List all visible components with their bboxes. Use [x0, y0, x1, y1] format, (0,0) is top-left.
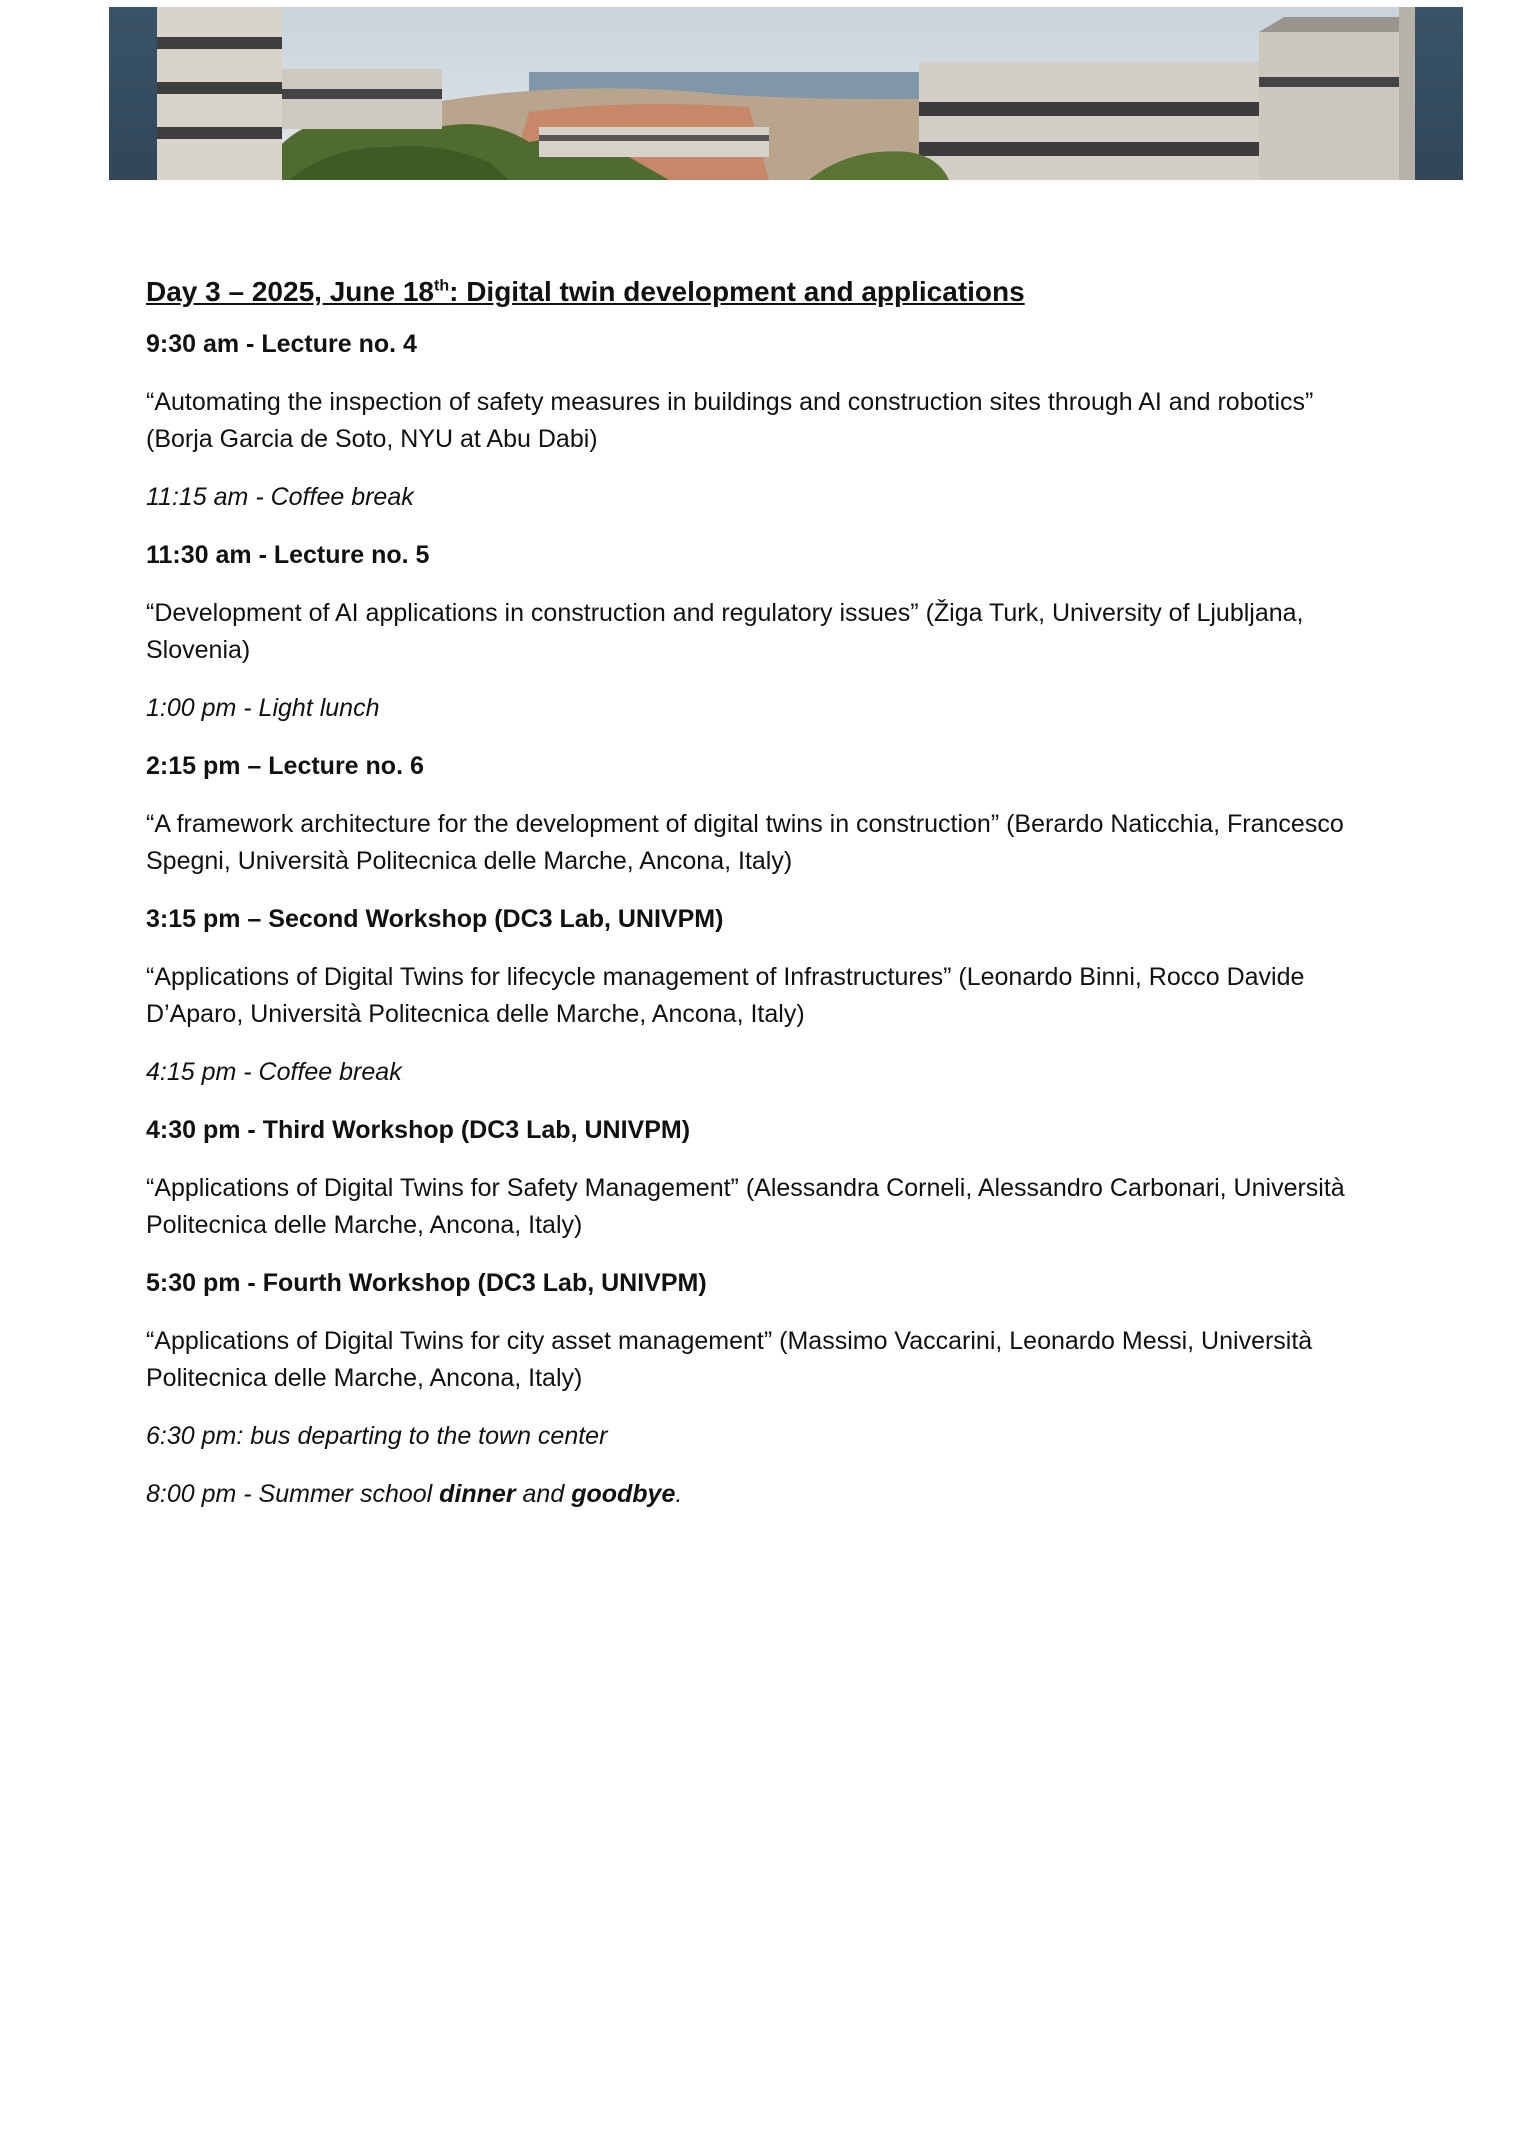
schedule-description: “A framework architecture for the development of digital twins in construction” (Berardo Naticchia, Francesco Spegni, Università Politecnica delle Marche, Ancona, Italy) — [146, 810, 1344, 875]
schedule-time: 11:30 am - Lecture no. 5 — [146, 541, 430, 569]
schedule-break: 11:15 am - Coffee break — [146, 483, 414, 511]
schedule-time: 5:30 pm - Fourth Workshop (DC3 Lab, UNIVPM) — [146, 1269, 707, 1297]
campus-panorama-image — [109, 7, 1463, 180]
day-title-sup: th — [433, 277, 450, 295]
schedule-description: “Applications of Digital Twins for city asset management” (Massimo Vaccarini, Leonardo Messi, Università Politecnica delle Marche, Ancona, Italy) — [146, 1327, 1313, 1392]
day-title — [146, 272, 1376, 312]
schedule-time: 4:30 pm - Third Workshop (DC3 Lab, UNIVPM) — [146, 1116, 691, 1144]
final-and: and — [515, 1480, 572, 1508]
schedule-time: 9:30 am - Lecture no. 4 — [146, 330, 417, 358]
schedule-break: 1:00 pm - Light lunch — [146, 694, 380, 722]
schedule-time: 3:15 pm – Second Workshop (DC3 Lab, UNIVPM) — [146, 905, 724, 933]
schedule-description: “Applications of Digital Twins for Safety Management” (Alessandra Corneli, Alessandro Carbonari, Università Politecnica delle Marche, Ancona, Italy) — [146, 1174, 1345, 1239]
schedule-break: 6:30 pm: bus departing to the town center — [146, 1422, 608, 1450]
final-end: . — [675, 1480, 683, 1508]
day-title-suffix: : Digital twin development and applications — [449, 276, 1025, 307]
schedule-description: “Automating the inspection of safety measures in buildings and construction sites through AI and robotics” (Borja Garcia de Soto, NYU at Abu Dabi) — [146, 388, 1314, 453]
schedule-time: 2:15 pm – Lecture no. 6 — [146, 752, 424, 780]
final-prefix: 8:00 pm - Summer school — [146, 1480, 440, 1508]
day-schedule — [146, 272, 1376, 1534]
schedule-break: 4:15 pm - Coffee break — [146, 1058, 402, 1086]
day-title-prefix: Day 3 – 2025, June 18 — [146, 276, 434, 307]
final-dinner: dinner — [439, 1480, 516, 1508]
final-goodbye: goodbye — [571, 1480, 676, 1508]
campus-banner — [109, 7, 1463, 180]
schedule-description: “Development of AI applications in construction and regulatory issues” (Žiga Turk, University of Ljubljana, Slovenia) — [146, 599, 1304, 664]
schedule-description: “Applications of Digital Twins for lifecycle management of Infrastructures” (Leonardo Binni, Rocco Davide D’Aparo, Università Politecnica delle Marche, Ancona, Italy) — [146, 963, 1305, 1028]
final-event — [146, 1476, 1376, 1513]
